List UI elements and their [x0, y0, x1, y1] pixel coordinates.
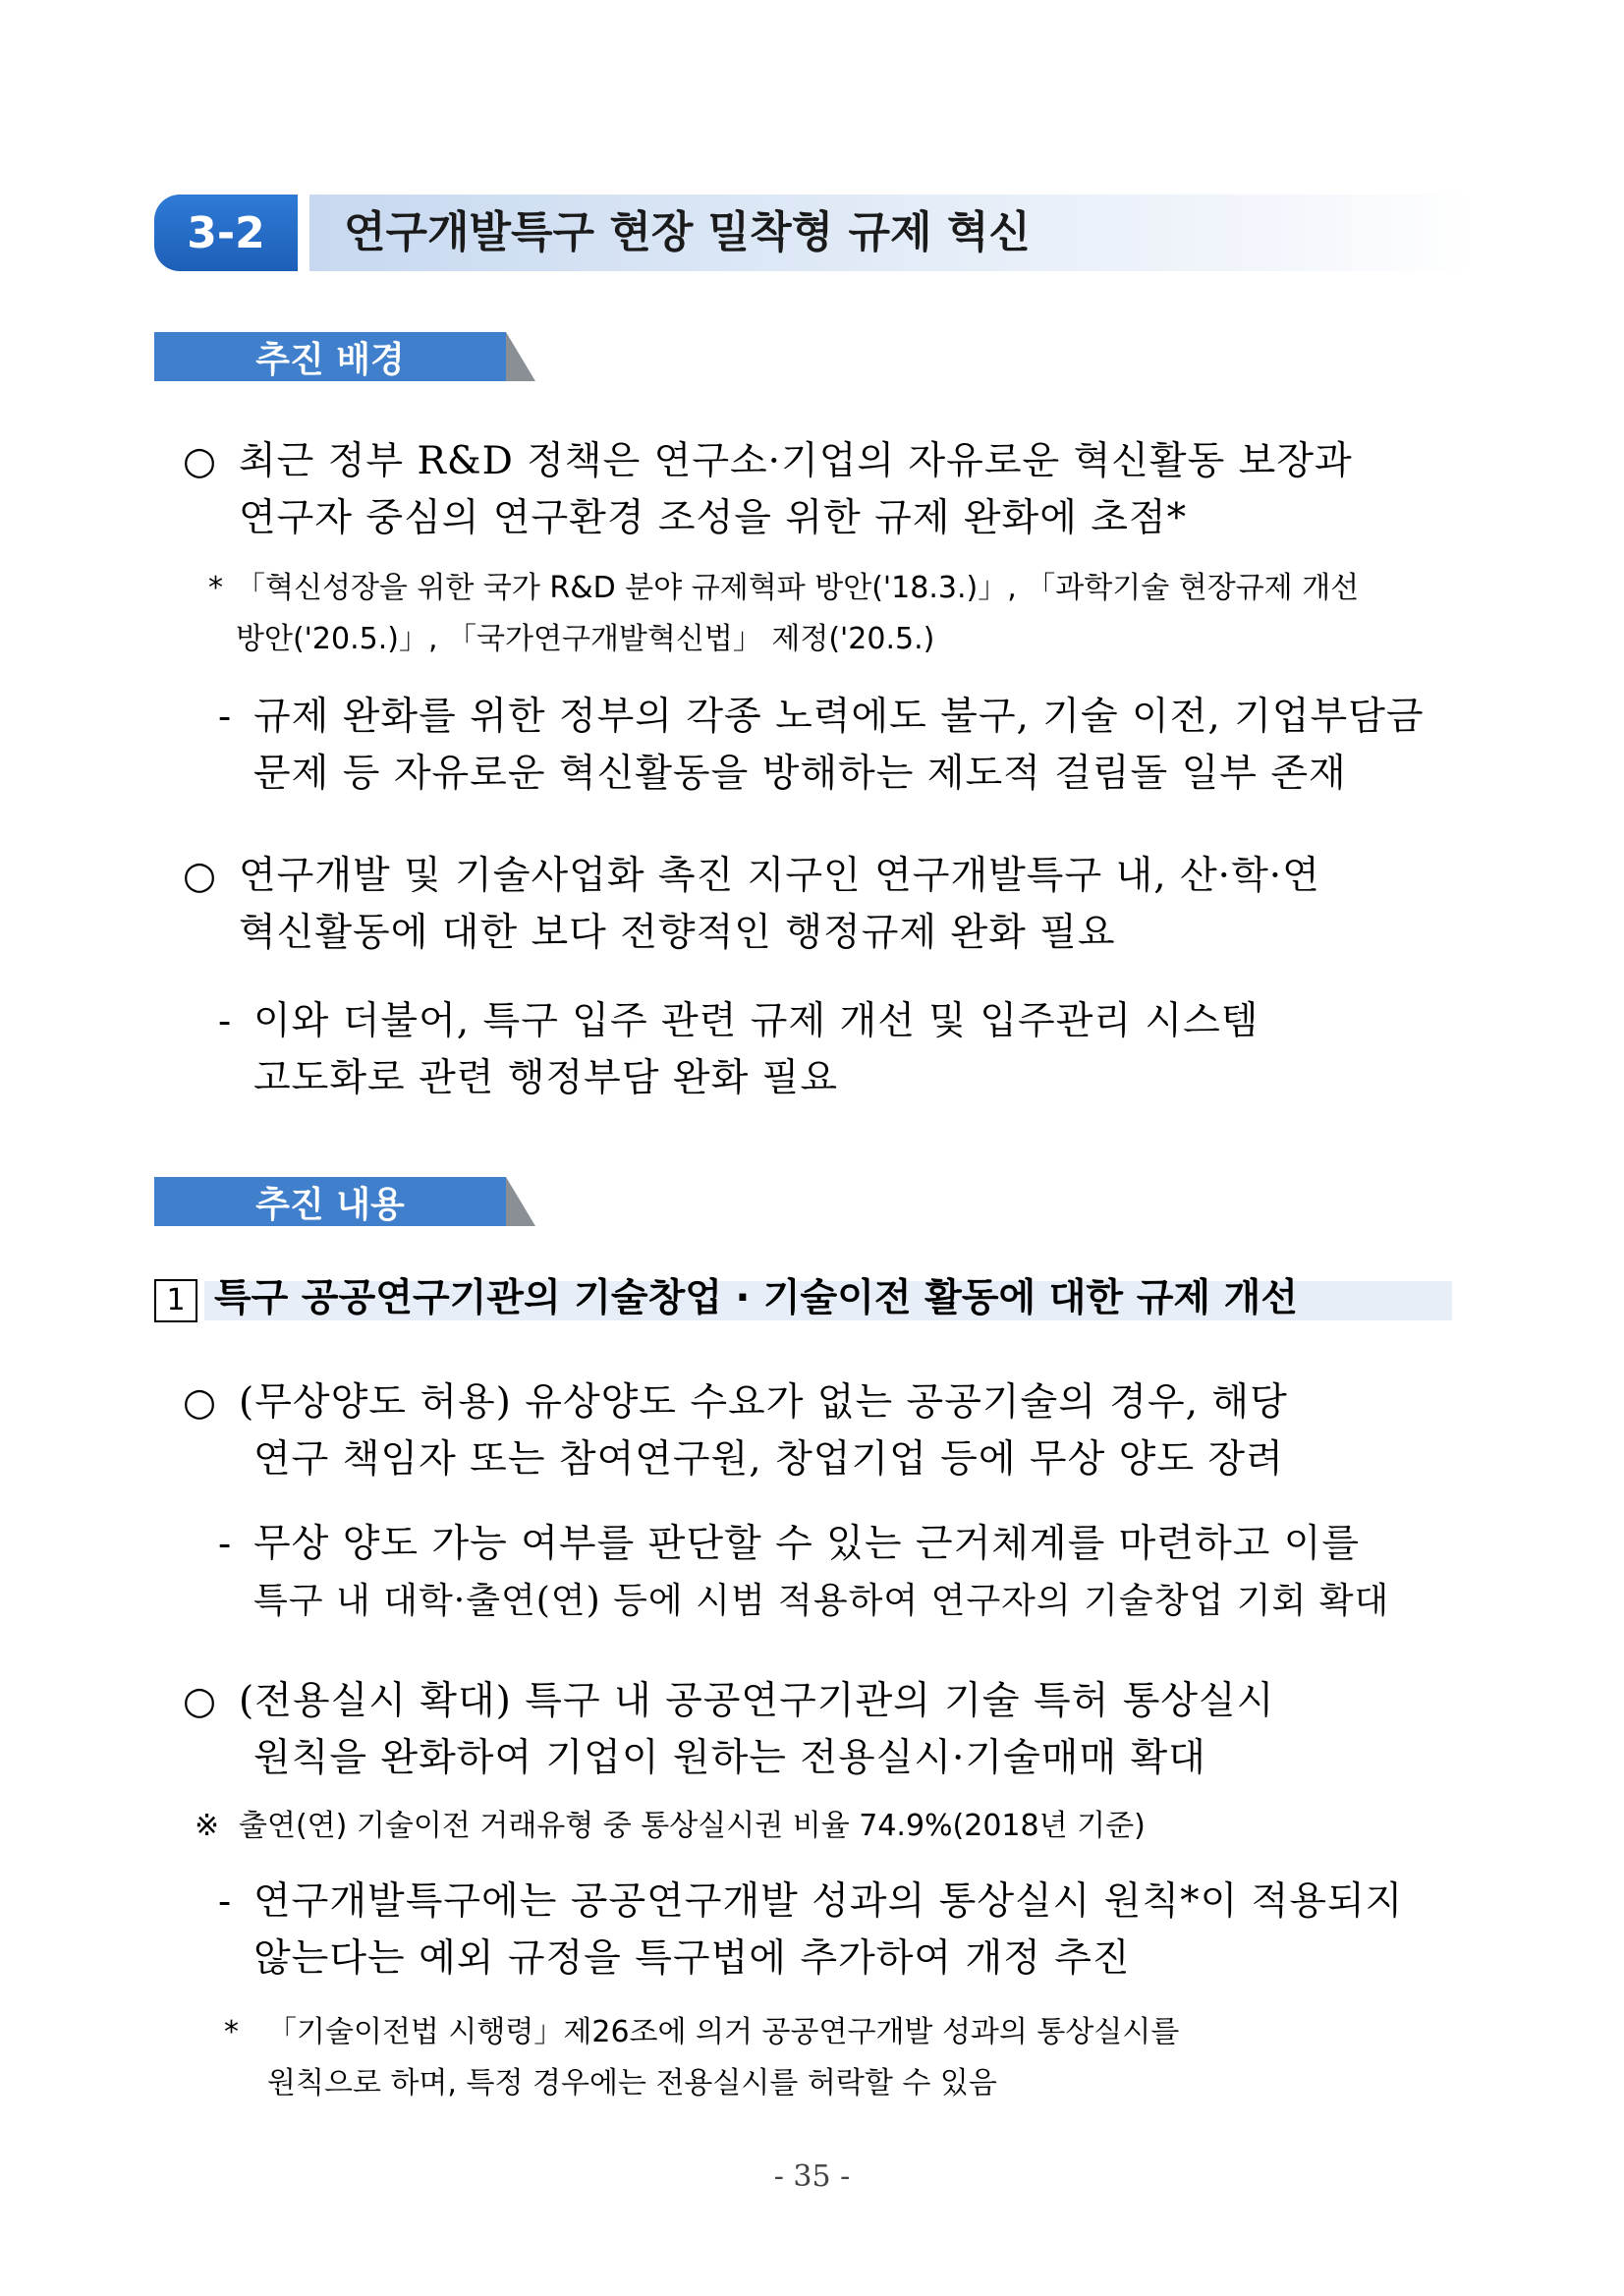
background-p2-line2: 혁신활동에 대한 보다 전향적인 행정규제 완화 필요 — [239, 911, 1116, 955]
content-p1-line1: (무상양도 허용) 유상양도 수요가 없는 공공기술의 경우, 해당 — [239, 1380, 1288, 1425]
item-heading: 특구 공공연구기관의 기술창업 · 기술이전 활동에 대한 규제 개선 — [214, 1276, 1298, 1320]
bullet: ○ — [183, 439, 218, 483]
dash: - — [218, 1879, 233, 1924]
content-note-line1: 출연(연) 기술이전 거래유형 중 통상실시권 비율 74.9%(2018년 기준) — [239, 1809, 1146, 1843]
background-sub2-line1: 이와 더불어, 특구 입주 관련 규제 개선 및 입주관리 시스템 — [253, 999, 1260, 1043]
section-divider — [298, 195, 309, 271]
tag-background — [154, 332, 535, 381]
note-mark: ※ — [195, 1809, 220, 1843]
page-number: - 35 - — [773, 2159, 851, 2194]
section-number: 3-2 — [154, 195, 298, 271]
background-p1-line2: 연구자 중심의 연구환경 조성을 위한 규제 완화에 초점* — [239, 496, 1188, 540]
background-p2-line1: 연구개발 및 기술사업화 촉진 지구인 연구개발특구 내, 산·학·연 — [239, 854, 1320, 898]
background-note-line2: 방안('20.5.)」, 「국가연구개발혁신법」 제정('20.5.) — [236, 622, 935, 656]
dash: - — [218, 999, 233, 1043]
background-sub1-line1: 규제 완화를 위한 정부의 각종 노력에도 불구, 기술 이전, 기업부담금 — [253, 695, 1425, 739]
bullet: ○ — [183, 854, 218, 898]
footnote-mark: * — [224, 2015, 239, 2049]
section-title: 연구개발특구 현장 밀착형 규제 혁신 — [344, 207, 1031, 257]
background-note-line1: 「혁신성장을 위한 국가 R&D 분야 규제혁파 방안('18.3.)」, 「과학기술 현장규제 개선 — [236, 571, 1360, 605]
footnote-mark: * — [208, 571, 223, 605]
dash: - — [218, 695, 233, 739]
bullet: ○ — [183, 1679, 218, 1723]
content-sub1-line1: 무상 양도 가능 여부를 판단할 수 있는 근거체계를 마련하고 이를 — [253, 1522, 1361, 1566]
content-p1-line2: 연구 책임자 또는 참여연구원, 창업기업 등에 무상 양도 장려 — [253, 1437, 1284, 1482]
item-number-box: 1 — [154, 1279, 197, 1322]
bullet: ○ — [183, 1380, 218, 1425]
content-sub1-line2: 특구 내 대학·출연(연) 등에 시범 적용하여 연구자의 기술창업 기회 확대 — [253, 1581, 1390, 1621]
content-sub2-line2: 않는다는 예외 규정을 특구법에 추가하여 개정 추진 — [253, 1936, 1131, 1981]
tag-background-label: 추진 배경 — [154, 332, 506, 381]
tag-background-tail — [506, 332, 535, 381]
tag-content-tail — [506, 1177, 535, 1226]
background-p1-line1: 최근 정부 R&D 정책은 연구소·기업의 자유로운 혁신활동 보장과 — [239, 439, 1353, 483]
dash: - — [218, 1522, 233, 1566]
tag-content-label: 추진 내용 — [154, 1177, 506, 1226]
content-subnote-line2: 원칙으로 하며, 특정 경우에는 전용실시를 허락할 수 있음 — [267, 2066, 997, 2100]
tag-content — [154, 1177, 535, 1226]
content-p2-line2: 원칙을 완화하여 기업이 원하는 전용실시·기술매매 확대 — [253, 1736, 1206, 1780]
content-sub2-line1: 연구개발특구에는 공공연구개발 성과의 통상실시 원칙*이 적용되지 — [253, 1879, 1404, 1924]
background-sub1-line2: 문제 등 자유로운 혁신활동을 방해하는 제도적 걸림돌 일부 존재 — [253, 752, 1347, 796]
content-p2-line1: (전용실시 확대) 특구 내 공공연구기관의 기술 특허 통상실시 — [239, 1679, 1275, 1723]
content-subnote-line1: 「기술이전법 시행령」제26조에 의거 공공연구개발 성과의 통상실시를 — [267, 2015, 1180, 2049]
background-sub2-line2: 고도화로 관련 행정부담 완화 필요 — [253, 1056, 839, 1100]
